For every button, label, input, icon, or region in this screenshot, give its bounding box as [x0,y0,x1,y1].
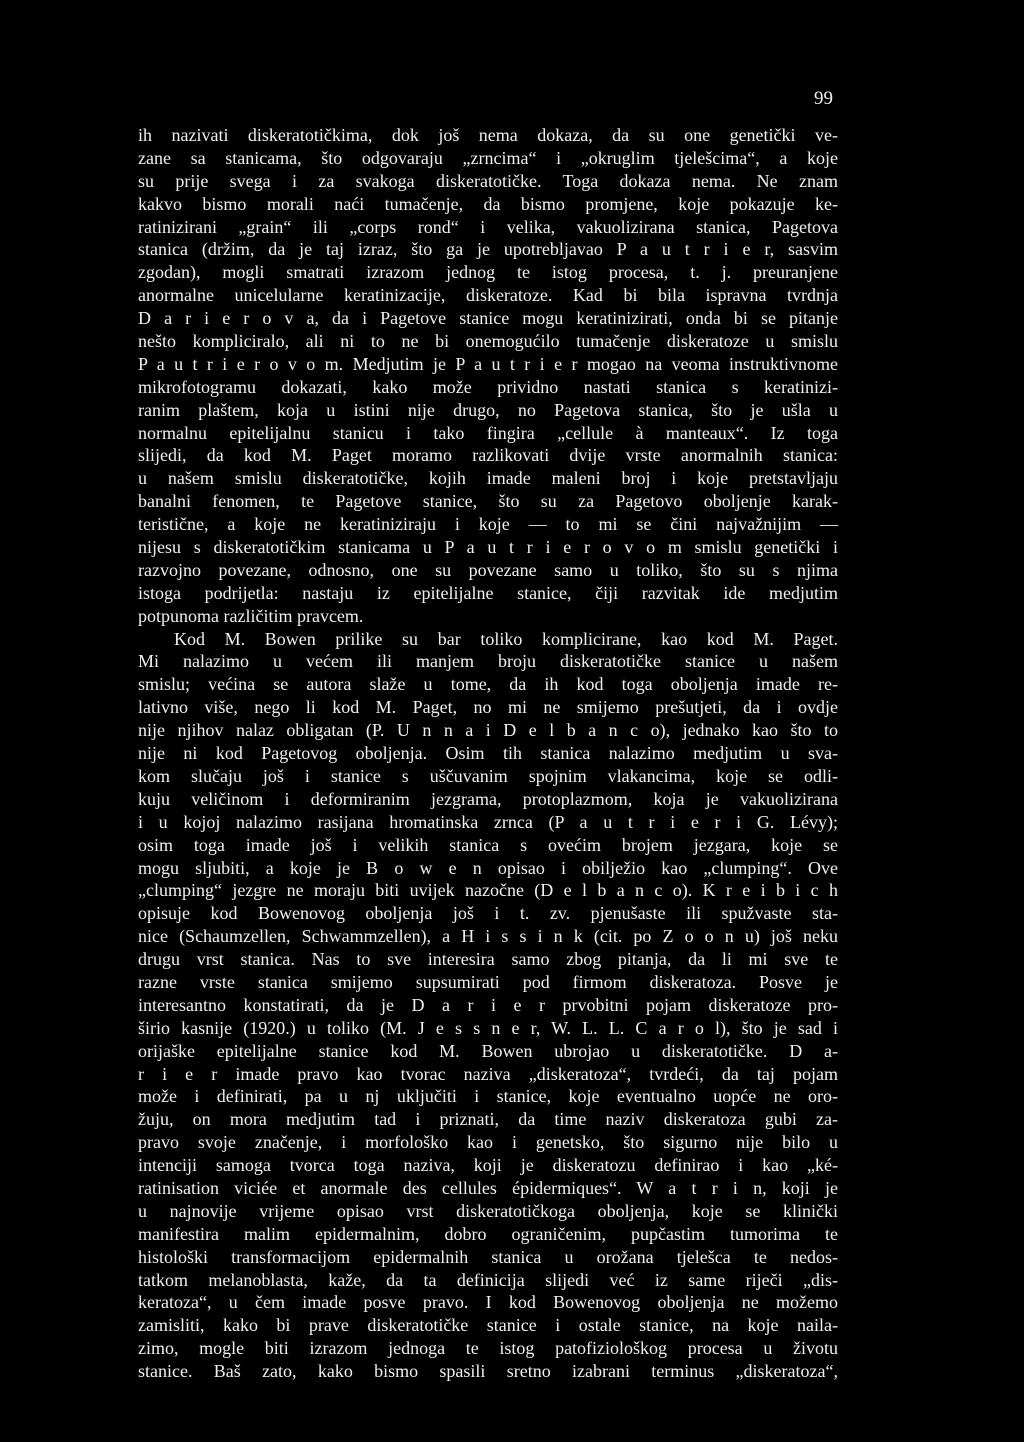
text-line: manifestira malim epidermalnim, dobro ograničenim, pupčastim tumorima te [138,1223,838,1244]
text-line: žuju, on mora medjutim tad i priznati, da time naziv diskeratoza gubi za- [138,1109,838,1130]
text-line: nije ni kod Pagetovog oboljenja. Osim tih stanica nalazimo medjutim u sva- [138,743,838,764]
text-line: zamisliti, kako bi prave diskeratotičke stanice i ostale stanice, na koje naila- [138,1315,838,1336]
text-line: interesantno konstatirati, da je D a r i e r prvobitni pojam diskeratoze pro- [138,994,838,1015]
text-line: smislu; većina se autora slaže u tome, da ih kod toga oboljenja imade re- [138,674,838,695]
text-line: nijesu s diskeratotičkim stanicama u P a u t r i e r o v o m smislu genetički i [138,537,838,558]
text-line: intenciji samoga tvorca toga naziva, koji je diskeratozu definirao i kao „ké- [138,1155,838,1176]
text-line: ih nazivati diskeratotičkima, dok još nema dokaza, da su one genetički ve- [138,125,838,145]
text-line: tatkom melanoblasta, kaže, da ta definicija slijedi već iz same riječi „dis- [138,1269,838,1290]
text-line: širio kasnije (1920.) u toliko (M. J e s s n e r, W. L. L. C a r o l), što je sad i [138,1017,838,1038]
text-line: anormalne unicelularne keratinizacije, diskeratoze. Kad bi bila ispravna tvrdnja [138,285,838,306]
body-text [138,124,838,1383]
text-line: stanica (držim, da je taj izraz, što ga je upotrebljavao P a u t r i e r, sasvim [138,239,838,260]
text-line: Mi nalazimo u većem ili manjem broju diskeratotičke stanice u našem [138,651,838,672]
text-line: potpunoma različitim pravcem. [138,605,364,626]
text-line: normalnu epitelijalnu stanicu i tako fingira „cellule à manteaux“. Iz toga [138,422,838,443]
text-line: u našem smislu diskeratotičke, kojih imade maleni broj i koje pretstavljaju [138,468,838,489]
text-line: nije njihov nalaz obligatan (P. U n n a i D e l b a n c o), jednako kao što to [138,720,838,741]
text-line: slijedi, da kod M. Paget moramo razlikovati dvije vrste anormalnih stanica: [138,445,838,466]
text-line: r i e r imade pravo kao tvorac naziva „diskeratoza“, tvrdeći, da taj pojam [138,1063,838,1084]
text-line: razvojno povezane, odnosno, one su povezane samo u toliko, što su s njima [138,559,838,580]
text-line: ranim plaštem, koja u istini nije drugo, no Pagetova stanica, što je ušla u [138,399,838,420]
text-line: teristične, a koje ne keratiniziraju i koje — to mi se čini najvažnijim — [138,514,838,535]
text-line: i u kojoj nalazimo rasijana hromatinska zrnca (P a u t r i e r i G. Lévy); [138,811,838,832]
text-line: „clumping“ jezgre ne moraju biti uvijek nazočne (D e l b a n c o). K r e i b i c h [138,880,838,901]
text-line: zane sa stanicama, što odgovaraju „zrncima“ i „okruglim tjelešcima“, a koje [138,147,838,168]
text-line: opisuje kod Bowenovog oboljenja još i t. zv. pjenušaste ili spužvaste sta- [138,903,838,924]
text-line: zimo, mogle biti izrazom jednoga te istog patofiziološkog procesa u životu [138,1338,838,1359]
text-line: Kod M. Bowen prilike su bar toliko komplicirane, kao kod M. Paget. [174,628,838,649]
text-line: razne vrste stanica smijemo supsumirati pod firmom diskeratoza. Posve je [138,971,838,992]
text-line: nešto kompliciralo, ali ni to ne bi onemogućilo tumačenje diskeratoze u smislu [138,331,838,352]
text-line: lativno više, nego li kod M. Paget, no mi ne smijemo prešutjeti, da i ovdje [138,697,838,718]
text-line: histološki transformacijom epidermalnih stanica u orožana tjelešca te nedos- [138,1246,838,1267]
text-line: kakvo bismo morali naći tumačenje, da bismo promjene, koje pokazuje ke- [138,193,838,214]
text-line: D a r i e r o v a, da i Pagetove stanice mogu keratinizirati, onda bi se pitanje [138,308,838,329]
page-number: 99 [814,88,833,109]
text-line: nice (Schaumzellen, Schwammzellen), a H i s s i n k (cit. po Z o o n u) još neku [138,926,838,947]
text-line: banalni fenomen, te Pagetove stanice, što su za Pagetovo oboljenje karak- [138,491,838,512]
text-line: mogu sljubiti, a koje je B o w e n opisao i obilježio kao „clumping“. Ove [138,857,838,878]
text-line: ratinisation viciée et anormale des cellules épidermiques“. W a t r i n, koji je [138,1177,838,1198]
text-line: kuju veličinom i deformiranim jezgrama, protoplazmom, koja je vakuolizirana [138,788,838,809]
text-line: osim toga imade još i velikih stanica s ovećim brojem jezgara, koje se [138,834,838,855]
text-line: istoga podrijetla: nastaju iz epitelijalne stanice, čiji razvitak ide medjutim [138,582,838,603]
text-line: keratoza“, u čem imade posve pravo. I kod Bowenovog oboljenja ne možemo [138,1292,838,1313]
text-line: mikrofotogramu dokazati, kako može prividno nastati stanica s keratinizi- [138,376,838,397]
text-line: pravo svoje značenje, i morfološko kao i genetsko, što sigurno nije bilo u [138,1132,838,1153]
text-line: stanice. Baš zato, kako bismo spasili sretno izabrani terminus „diskeratoza“, [138,1361,838,1382]
text-line: kom slučaju još i stanice s uščuvanim spojnim vlakancima, koje se odli- [138,765,838,786]
text-line: ratinizirani „grain“ ili „corps rond“ i velika, vakuolizirana stanica, Pagetova [138,216,838,237]
text-line: u najnovije vrijeme opisao vrst diskeratotičkoga oboljenja, koje se klinički [138,1200,838,1221]
text-line: može i definirati, pa u nj uključiti i stanice, koje eventualno uopće ne oro- [138,1086,838,1107]
text-line: orijaške epitelijalne stanice kod M. Bowen ubrojao u diskeratotičke. D a- [138,1040,838,1061]
text-line: P a u t r i e r o v o m. Medjutim je P a u t r i e r mogao na veoma instruktivnome [138,353,838,374]
text-line: drugu vrst stanica. Nas to sve interesira samo zbog pitanja, da li mi sve te [138,949,838,970]
text-line: zgodan), mogli smatrati izrazom jednog te istog procesa, t. j. preuranjene [138,262,838,283]
text-line: su prije svega i za svakoga diskeratotičke. Toga dokaza nema. Ne znam [138,170,838,191]
